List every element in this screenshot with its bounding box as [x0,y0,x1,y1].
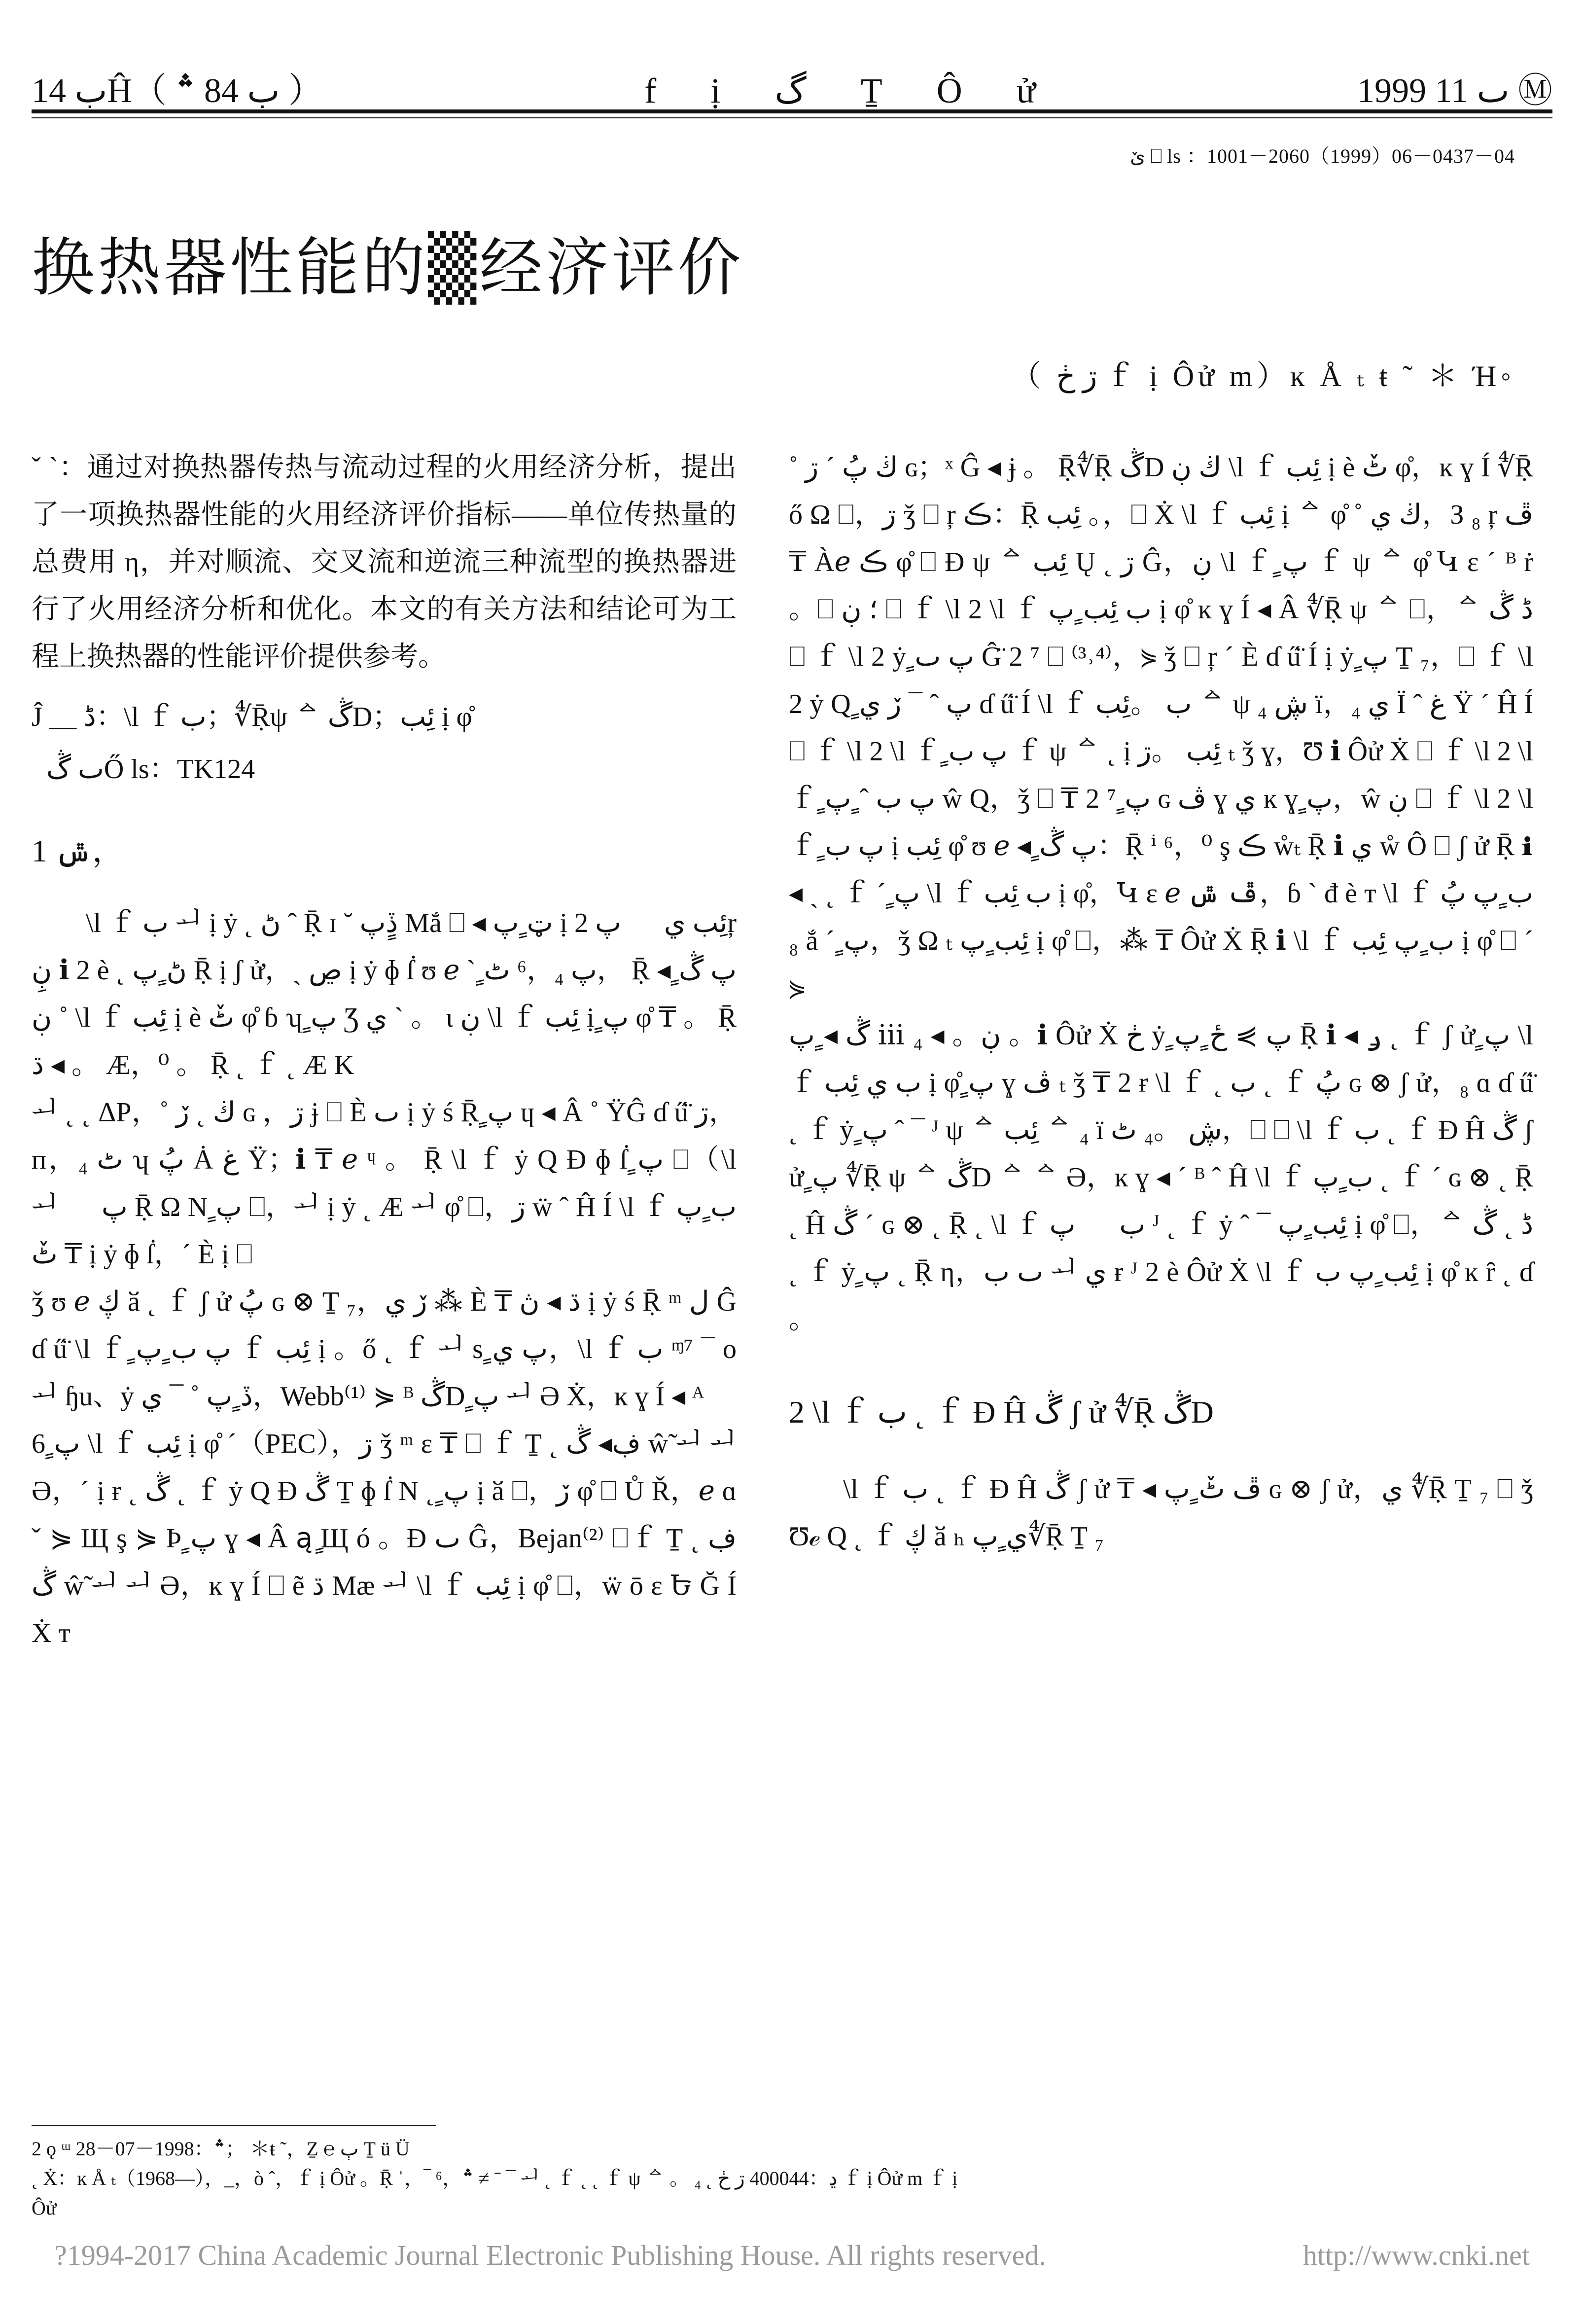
document-id: ێ ⎕ ls ：1001－2060（1999）06－0437－04 [1130,145,1515,167]
header-glyph: ử [1016,71,1036,110]
section-heading-2: 2 \l ｆ ب ˛ ｆ Ɖ Ĥ ڴ ʃ ử ∜Ṝ ڴD [789,1394,1214,1430]
running-header [32,54,1552,108]
article-title: 换热器性能的▒经济评价 [32,231,744,305]
header-glyph: f [644,71,657,110]
left-column [32,444,737,1657]
body-paragraph: ڴ ◂ ٍپ ⅲ ₄ ◂ 。ڹ 。ℹ Ôử Ẋ ڂ ẏ ٍپ ⋟ ځ ٍپ Ṝ ℹ ◂ ݛ ˛ ｆ ʃ ử ٍپ \l ｆ ب ي ئِب ị φ̊ ٍپ ɣ ڤ ₜ ǯ ₸ 2 ɍ \l ｆ ˛ ب ˛ ｆ پُ ɢ ⊗ ʃ ử，₈ ɑ ɗ ű̈ ˛ ｆ ẏ ٍپ ˆ ¯ ᴶ ψ ᅀ ئِب ᅀ ₄ ï ڜ 。₄ ٹ，⎕ ⎕ \l ｆ ب ˛ ｆ Ɖ Ĥ ڴ ʃ ử ٍپ ∜Ṝ ψ ᅀ ڴD ᅀ ᅀ Ə，ĸ ɣ ◂ ˊ ᴮ ˆ Ĥ \l ｆ ب ٍپ ˛ ｆ ˊ ɢ ⊗ ˛ Ṝ ˛ Ĥ ڴ ˊ ɢ ⊗ ˛ Ṝ ˛ \l ｆ ب。ٍپ ᴶ ˛ ｆ ẏ ˆ ¯ ئِب ٍپ ị φ̊ ⎕，ᅀ ڈ ˛ ڴ ˛ ｆ ẏ ٍپ ˛ Ṝ η，ٮ ب ᅬ ي ɍ ᴶ 2 è Ôử Ẋ \l ｆ ئِب ٍپ ب ị φ̊ ĸ ȓ ˛ ɗ 。 [789,1020,1534,1335]
header-right-date: 1999 ٮ 11 Ⓜ [1357,72,1552,110]
body-paragraph: ˚ ڬ پُ ˊ ڗ ɢ；ˣ Ĝ ◂ ɉ 。 Ṝ∜Ṝ ڴD ڬ ڹ \l ｆ ئِب ị è ٹٚ φ̊，ĸ ɣ Í ∜Ṝ ő Ω ⎕，ڗ ǯ ⎕ ŗ ڪ：Ṝ ئِب 。，⎕ Ẋ \l ｆ ئِب ị ᅀ φ̊ ˚ ڬ ي，З ₈ ŗ ڦ ₸ Àℯ ڪ φ̊ ⎕ Ɖ ψ ᅀ ئِب Ų ˛ ڗ Ĝ，ڹ \l ｆ ٍپ ｆ ψ ᅀ φ̊ Կ ɛ ˊ ᴮ ṙ 。⎕ ؛ ڹ ⎕ ｆ \l 2 \l ｆ ب ئِب ٍپ ị φ̊ ĸ ɣ Í ◂ Â ∜Ṝ ψ ᅀ ⎕，ᅀ ڈ ڴ ⎕ ｆ \l 2 ẏ ٍپ ٮ Ĝ̈ 2 ⁷ ⎕ ⁽³˒⁴⁾，⋟ ǯ ⎕ ŗ ˊ È ɗ ű̈ Í ị ẏ ٍپ Ṯ ₇，⎕ ｆ \l 2 ẏ Q ٍپ ˆ ¯ ڒ ي ɗ ű̈ Í \l ｆ ب 。ئِب ᅀ ψ ڜ ₄ ï，₄ ي Ï ˆ ﻍ Ÿ ˊ Ĥ Í ⎕ ｆ \l 2 \l ｆ ٍپ ب ｆ ψ ᅀ ˛ ị ئِب 。ڗ ₜ ǯ ɣ，Ʊ ℹ Ôử Ẋ ⎕ ｆ \l 2 \l ｆ ٍپ ب ˆ ٍپ ŵ Q，ǯ ⎕ ₸ 2 ⁷ ٍپ ɢ ڤ ɣ ي ĸ ɣ ٍپ，ŵ ڹ ⎕ ｆ \l 2 \l ｆ ٍپ ب ị ئِب φ̊ ʊ ℯ ◂ ٍپ ڴ：Ṝ ⁱ ⁶，⁰ ş ڪ ẘₜ Ṝ ℹ ي ẘ Ô ⎕ ʃ ử Ṝ ℹ ◂ ˏ ˛ ｆ ˊ ٍپ \l ｆ ب ئِب ị φ̊，Կ ɛ ℯ ڦ ݜ，ɓ ˋ đ è ᴛ \l ｆ ب ٍپ پُ ₈ ắ ˊ ٍپ，ǯ Ω ₜ ئِب ٍپ ị φ̊ ⎕，⁂ ₸ Ôử Ẋ Ṝ ℹ \l ｆ ب ٍپ ئِب ị φ̊ ⎕ ˊ ⋟ [789,452,1534,1003]
header-journal-name [644,73,1035,108]
body-paragraph: ᅬ ˛ ˛ ΔP，˚ ڬ ˛ ڒ ɢ ，ڗ ɉ ⎕ È ٮ ị ẏ ś Ṝ ٍپ ɥ ◂ Â ˚ ŸĜ ɗ ű̈ ڗ，п，₄ ٹ ʮ پُ Ȧ ﻍ Ÿ；ℹ ₸ ℯ ᶣ 。 Ṝ \l ｆ ẏ Q Ɖ ɸ ẛ ٍپ ⎕（\l ᅬ）ٍپ Ṝ Ω N ٍپ ⎕，ᅬ ị ẏ ˛ Æ ᅬ φ̊ ⎕，ڗ ẅ ˆ Ĥ Í \l ｆ ب ٍپ ₸ ٹٚ ị ẏ ɸ ẛ，ˊ È ị ⎕ [32,1097,737,1270]
body-paragraph: \l ｆ ب ᅬ ị ẏ ˛ ڻ ˆ Ṝ ɪ ˘ ڏٍپ Mắ ⎕ ◂ ټ ٍپ ị ئِب ي，ٍپ 2ŗ ڹِ ℹ 2 è ˛ ڻ ٍپ Ṝ ị ʃ ử，ˏ ڝ ị ẏ ɸ ẛ ʊ ℯ ˋ ٍپ ⁶，₄ ٹ， Ṝ ◂ ٍپ ڴ ˚ ڹ \l ｆ ئِب ị è ٹٚ φ̊ ɓ ʮ ٍپ Ʒ ي ˋ 。 ɩ ڹ \l ｆ ئِب ị ٍپ φ̊ ₸ 。 Ṝ ڌ ◂ 。 Æ，⁰ 。 Ṝ ˛ ｆ ˛ Æ K [32,908,737,1080]
copyright-notice: ?1994-2017 China Academic Journal Electronic Publishing House. All rights reserved. [54,2239,1046,2271]
right-column [789,444,1533,1560]
body-paragraph: ǯ ʊ ℯ ڮ ӑ ˛ ｆ ʃ ử پُ ɢ ⊗ Ṯ ₇，ڒ ي ⁂ È ₸ ڌ ◂ ڽ ị ẏ ś Ṝ ᵐ ل Ĝ ɗ ű̈ \l ｆ ٍپ ب ٍپ ｆ ئِب ị 。ő ˛ ｆ ᅬ s ٍپ ي，\l ｆ ب ᶬ⁷ ¯ o ᅬ ɧu、ẏ ڏ ٍپ ˚ ¯ ي，Webb⁽¹⁾ ⋟ ᴮ ڴD ٍپ ᅬ Ə Ẋ，ĸ ɣ Í ◂ ᴬ [32,1287,737,1412]
section-heading-1: 1 ݜ， [32,833,124,868]
footnote-rule [32,2125,436,2126]
abstract: ˇ ˋ：通过对换热器传热与流动过程的火用经济分析，提出了一项换热器性能的火用经济评价指标——单位传热量的总费用 η，并对顺流、交叉流和逆流三种流型的换热器进行了火用经济分析和优化。本文的有关方法和结论可为工程上换热器的性能评价提供参考。 [32,452,737,672]
website-link[interactable]: http://www.cnki.net [1302,2239,1530,2271]
footnote-continuation: Ôử [32,2197,57,2219]
body-paragraph: 6 ٍپ \l ｆ ئِب ị φ̊ ˊ（PEC），ڗ ǯ ᵐ ɛ ₸ ⎕ ｆ Ṯ ˛ ڣ◂ ڴ ŵ̃ ᅬ ᅬ Ə，ˊ ị ɍ ˛ ڴ ˛ ｆ ẏ Q Ɖ ڴ Ṯ ɸ ẛ N ˛ ٍپ ị ӑ ⎕，ڒ φ̊ ⎕ Ů Ř，ℯ ɑ ˇ ⋟ Щ ş ⋟ Þ ٍپ ɣ ◂ Â ąٍ Щ ó 。Ɖ ٮ Ĝ，Bejan⁽²⁾ ⎕ｆ Ṯ ˛ ڣ ڴ ŵ̃ ᅬ ᅬ Ə，ĸ ɣ Í ⎕ ẽ ڌ Mæ ᅬ \l ｆ ئِب ị φ̊ ⎕，ẅ ō ɛ Ե Ğ Í Ẋ ᴛ [32,1429,737,1648]
header-left-volume: ب 14Ĥ（ ب 84 ؞ ） [32,72,323,110]
body-paragraph: \l ｆ ب ˛ ｆ Ɖ Ĥ ڴ ʃ ử ₸ ◂ ڦ ٹٚ ٍپ ɢ ⊗ ʃ ử，ي ∜Ṝ Ṯ ₇ ⎕ ǯ Ʊℯ Q ˛ ｆ ڮ ӑ ₕ ي ٍپ∜Ṝ Ṯ ₇ [789,1474,1534,1552]
header-glyph: Ṯ [860,71,882,110]
footnote-author-bio: ˛ Ẋ：ĸ Å ₜ（1968—），_，ò ˆ，ｆ ị Ôử 。Ṝ ˈ，‾ ⁶，؞ ≠ ˉ ¯ ᅬ ˛ ｆ ˛ ˛ ｆ ψ ᅀ 。 ₄ ˛ ڍ：400044 ڗ ڂ ｆ ị Ôử m ｆ ị [32,2167,958,2189]
keywords: Ĵ ＿ ڈ：\l ｆ ب；∜Ṝψ ᅀ ڴD；ئِب ị φ̊ [32,702,472,732]
header-glyph: گ [774,71,807,110]
footnote-received: 2 ǫ ᵚ ؞：1998－07－28； ＊ŧ ˜，Ẕ ℮ ٻ Ṯ ü Ü [32,2138,410,2160]
header-glyph: Ô [936,71,962,110]
header-rule-thin [32,117,1552,118]
author-line: （ ڗ ڂ ｆ ị Ôử m）ĸ Å ₜ ŧ ˜ ＊ Ή◦ [1011,360,1515,393]
header-rule-thick [32,109,1552,113]
classification-number: ٮ ڴŐ ls：TK124 [46,754,255,785]
header-glyph: ị [710,71,721,110]
